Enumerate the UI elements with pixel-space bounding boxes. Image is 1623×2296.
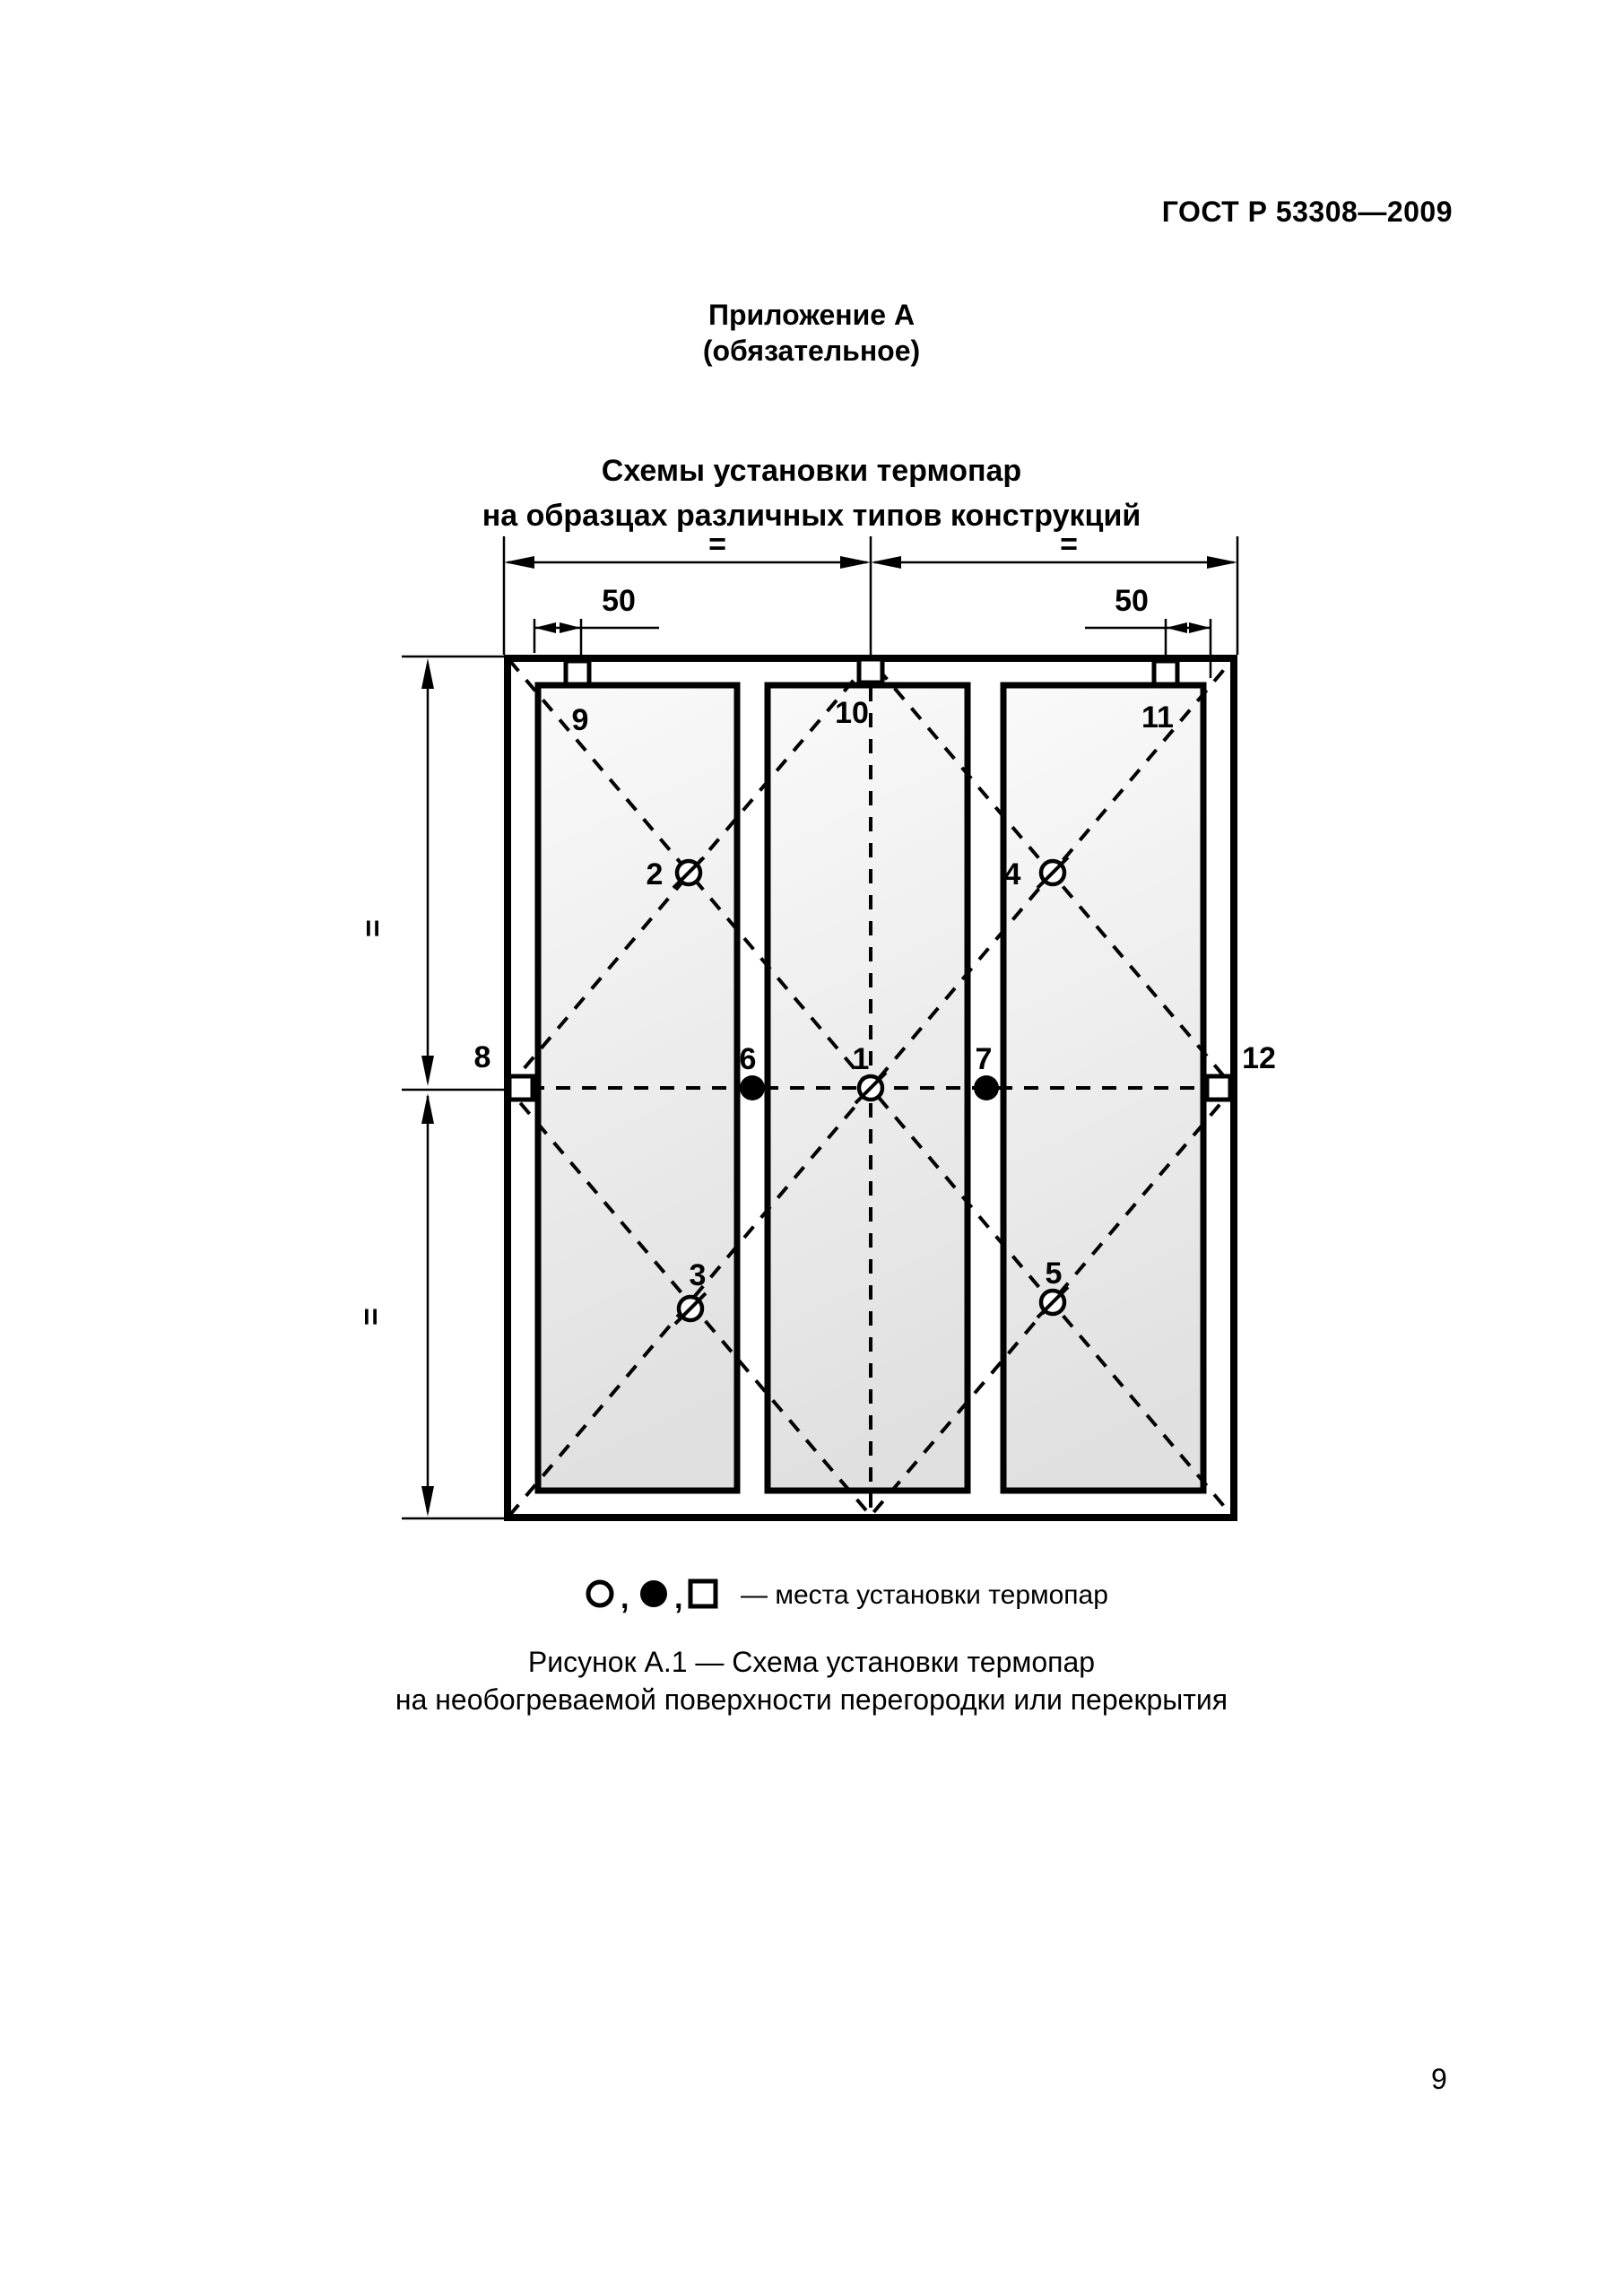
appendix-title: Приложение А	[707, 299, 916, 331]
dim-50-right: 50	[1115, 584, 1149, 618]
tc-marker-11-square	[1154, 661, 1177, 684]
dim-equal-top-left: =	[708, 527, 726, 561]
legend-square-icon	[690, 1581, 716, 1606]
page-number: 9	[1431, 2063, 1447, 2095]
label-point-8: 8	[473, 1040, 491, 1074]
figure-caption-line1: Рисунок А.1 — Схема установки термопар	[527, 1646, 1096, 1678]
label-point-4: 4	[1003, 857, 1021, 891]
figure-legend	[588, 1580, 1108, 1615]
label-point-9: 9	[571, 703, 589, 737]
tc-marker-10-square	[859, 659, 882, 683]
label-point-1: 1	[852, 1042, 870, 1076]
tc-marker-6	[740, 1075, 765, 1100]
standard-number-header: ГОСТ Р 53308—2009	[1161, 196, 1453, 228]
label-point-11: 11	[1141, 700, 1174, 735]
legend-open-circle-icon	[588, 1582, 612, 1605]
dim-equal-top-right: =	[1060, 527, 1078, 561]
dim-equal-side-lower: =	[353, 1308, 387, 1326]
dim-equal-side-upper: =	[355, 919, 389, 937]
tc-marker-8-square	[509, 1076, 533, 1100]
figure-caption-line2: на необогреваемой поверхности перегородки или перекрытия	[395, 1683, 1228, 1716]
section-title-line1: Схемы установки термопар	[601, 454, 1022, 488]
tc-marker-9-square	[566, 661, 589, 684]
legend-filled-circle-icon	[640, 1580, 667, 1607]
legend-comma-1: ,	[621, 1581, 629, 1615]
legend-comma-2: ,	[674, 1581, 683, 1615]
label-point-2: 2	[646, 857, 664, 891]
label-point-5: 5	[1045, 1257, 1063, 1291]
label-point-12: 12	[1242, 1041, 1276, 1075]
dim-50-left: 50	[602, 584, 636, 618]
label-point-10: 10	[835, 696, 869, 730]
tc-marker-12-square	[1207, 1076, 1230, 1100]
figure-caption	[0, 1643, 1623, 1718]
legend-text: — места установки термопар	[741, 1580, 1108, 1610]
section-title-line2: на образцах различных типов конструкций	[482, 499, 1141, 533]
label-point-6: 6	[739, 1042, 757, 1076]
appendix-subtitle: (обязательное)	[702, 335, 921, 367]
label-point-7: 7	[975, 1042, 993, 1076]
label-point-3: 3	[689, 1258, 707, 1292]
tc-marker-7	[974, 1075, 999, 1100]
